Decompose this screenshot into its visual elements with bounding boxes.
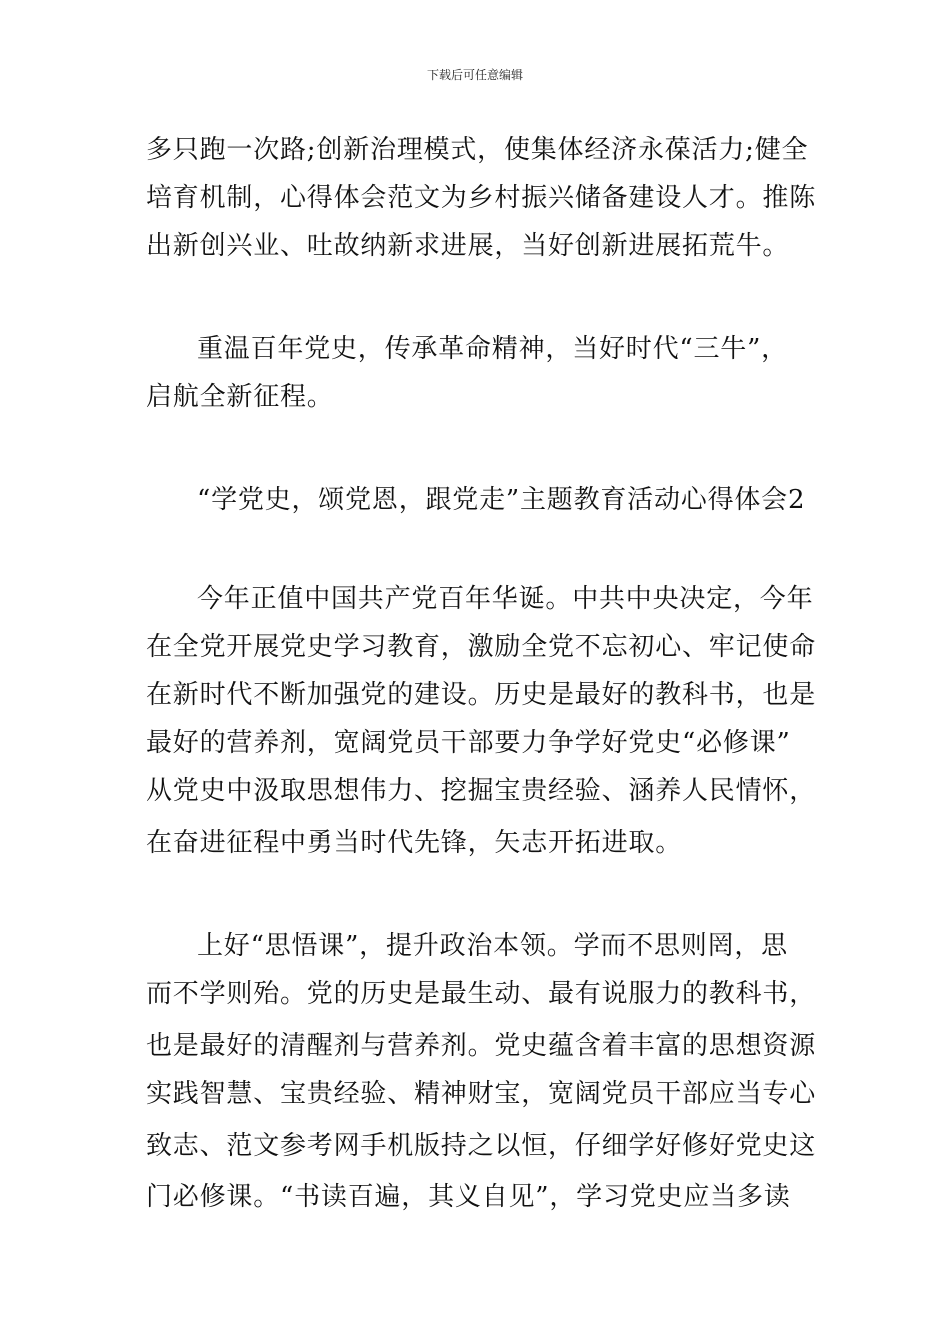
text-line: 致志、范文参考网手机版持之以恒，仔细学好修好党史这 <box>146 1131 817 1161</box>
paragraph-first-line: 上好“思悟课”，提升政治本领。学而不思则罔，思 <box>197 931 788 961</box>
text-line: 也是最好的清醒剂与营养剂。党史蕴含着丰富的思想资源 <box>146 1031 817 1061</box>
text-line: 培育机制，心得体会范文为乡村振兴储备建设人才。推陈 <box>146 183 817 213</box>
text-line: 而不学则殆。党的历史是最生动、最有说服力的教科书， <box>146 979 817 1009</box>
section-heading: “学党史，颂党恩，跟党走”主题教育活动心得体会2 <box>197 485 806 515</box>
text-line: 在新时代不断加强党的建设。历史是最好的教科书，也是 <box>146 680 817 710</box>
paragraph-first-line: 今年正值中国共产党百年华诞。中共中央决定，今年 <box>197 584 814 614</box>
text-line: 在全党开展党史学习教育，激励全党不忘初心、牢记使命 <box>146 632 817 662</box>
text-line: 从党史中汲取思想伟力、挖掘宝贵经验、涵养人民情怀， <box>146 776 817 806</box>
paragraph-first-line: 重温百年党史，传承革命精神，当好时代“三牛”， <box>197 334 788 364</box>
text-line: 实践智慧、宝贵经验、精神财宝，宽阔党员干部应当专心 <box>146 1079 817 1109</box>
text-line: 最好的营养剂，宽阔党员干部要力争学好党史“必修课” <box>146 728 791 758</box>
page-header: 下载后可任意编辑 <box>426 68 523 82</box>
text-line: 出新创兴业、吐故纳新求进展，当好创新进展拓荒牛。 <box>146 231 790 261</box>
text-line: 多只跑一次路;创新治理模式，使集体经济永葆活力;健全 <box>146 135 809 165</box>
text-line: 启航全新征程。 <box>146 382 334 412</box>
text-line: 在奋进征程中勇当时代先锋，矢志开拓进取。 <box>146 828 683 858</box>
text-line: 门必修课。“书读百遍，其义自见”，学习党史应当多读 <box>146 1182 791 1212</box>
